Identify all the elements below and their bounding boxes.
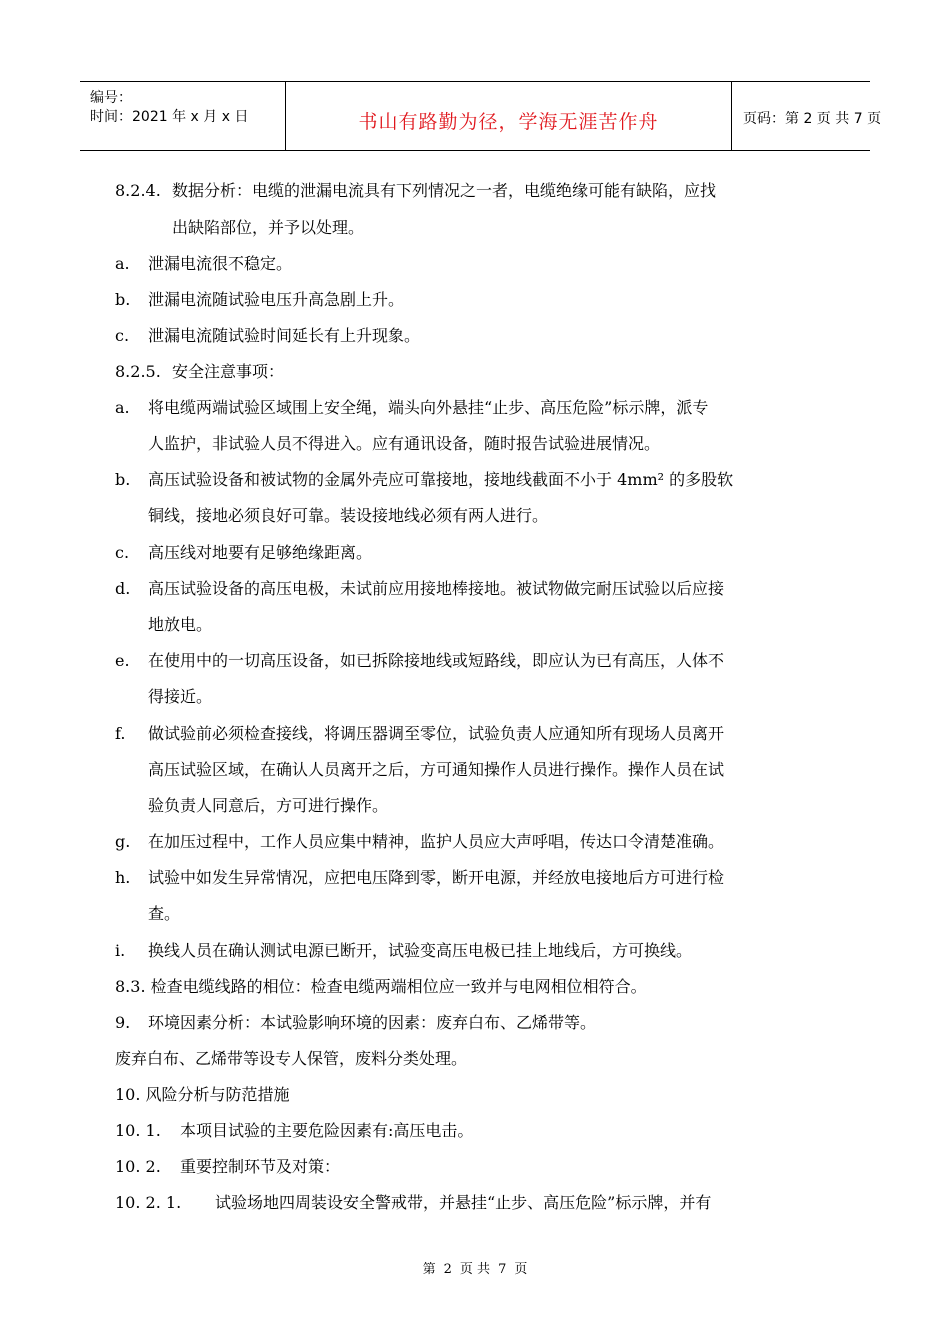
item-label: a. xyxy=(115,398,130,417)
paragraph-line: 试验场地四周装设安全警戒带，并悬挂“止步、高压危险”标示牌，并有 xyxy=(215,1193,712,1212)
paragraph-line: 8.3. 检查电缆线路的相位：检查电缆两端相位应一致并与电网相位相符合。 xyxy=(115,977,647,996)
item-label: h. xyxy=(115,868,131,887)
header-meta-cell xyxy=(80,82,285,150)
document-header xyxy=(80,81,882,151)
paragraph-line: 高压线对地要有足够绝缘距离。 xyxy=(148,543,373,562)
footer-suffix: 页 xyxy=(514,1262,528,1277)
paragraph-line: 重要控制环节及对策： xyxy=(180,1157,341,1176)
header-motto: 书山有路勤为径，学海无涯苦作舟 xyxy=(358,111,659,133)
paragraph-line: 做试验前必须检查接线，将调压器调至零位，试验负责人应通知所有现场人员离开 xyxy=(148,724,725,743)
page-footer xyxy=(0,1258,950,1277)
paragraph-line: 数据分析：电缆的泄漏电流具有下列情况之一者，电缆绝缘可能有缺陷，应找 xyxy=(172,181,717,200)
paragraph-line: 换线人员在确认测试电源已断开，试验变高压电极已挂上地线后，方可换线。 xyxy=(148,941,693,960)
paragraph-line: 出缺陷部位，并予以处理。 xyxy=(172,218,365,237)
footer-total: 7 xyxy=(498,1262,507,1277)
paragraph-line: 泄漏电流随试验电压升高急剧上升。 xyxy=(148,290,405,309)
item-label: 10. 2. xyxy=(115,1157,161,1176)
paragraph-line: 废弃白布、乙烯带等设专人保管，废料分类处理。 xyxy=(115,1049,468,1068)
paragraph-line: 人监护，非试验人员不得进入。应有通讯设备，随时报告试验进展情况。 xyxy=(148,434,661,453)
item-label: 8.2.5. xyxy=(115,362,161,381)
header-number: 编号： xyxy=(90,90,132,106)
paragraph-line: 泄漏电流随试验时间延长有上升现象。 xyxy=(148,326,421,345)
paragraph-line: 环境因素分析：本试验影响环境的因素：废弃白布、乙烯带等。 xyxy=(148,1013,597,1032)
paragraph-line: 泄漏电流很不稳定。 xyxy=(148,254,293,273)
paragraph-line: 地放电。 xyxy=(148,615,213,634)
header-time: 时间：2021 年 x 月 x 日 xyxy=(90,109,249,125)
item-label: i. xyxy=(115,941,126,960)
item-label: a. xyxy=(115,254,130,273)
item-label: f. xyxy=(115,724,126,743)
header-motto-cell xyxy=(285,82,732,150)
item-label: b. xyxy=(115,290,131,309)
item-label: d. xyxy=(115,579,131,598)
paragraph-line: 在加压过程中，工作人员应集中精神，监护人员应大声呼唱，传达口令清楚准确。 xyxy=(148,832,725,851)
item-label: 9. xyxy=(115,1013,131,1032)
paragraph-line: 验负责人同意后，方可进行操作。 xyxy=(148,796,389,815)
paragraph-line: 高压试验设备和被试物的金属外壳应可靠接地，接地线截面不小于 4mm² 的多股软 xyxy=(148,470,734,489)
paragraph-line: 高压试验区域，在确认人员离开之后，方可通知操作人员进行操作。操作人员在试 xyxy=(148,760,725,779)
item-label: b. xyxy=(115,470,131,489)
paragraph-line: 将电缆两端试验区域围上安全绳，端头向外悬挂“止步、高压危险”标示牌，派专 xyxy=(148,398,709,417)
header-page-info: 页码：第 2 页 共 7 页 xyxy=(743,111,882,127)
item-label: g. xyxy=(115,832,131,851)
item-label: 10. 2. 1. xyxy=(115,1193,182,1212)
footer-middle: 页 共 xyxy=(459,1262,491,1277)
paragraph-line: 本项目试验的主要危险因素有:高压电击。 xyxy=(180,1121,474,1140)
header-page-cell xyxy=(731,82,882,150)
paragraph-line: 高压试验设备的高压电极，未试前应用接地棒接地。被试物做完耐压试验以后应接 xyxy=(148,579,725,598)
paragraph-line: 10. 风险分析与防范措施 xyxy=(115,1085,290,1104)
item-label: 10. 1. xyxy=(115,1121,161,1140)
paragraph-line: 试验中如发生异常情况，应把电压降到零，断开电源，并经放电接地后方可进行检 xyxy=(148,868,725,887)
paragraph-line: 安全注意事项： xyxy=(172,362,285,381)
paragraph-line: 查。 xyxy=(148,904,181,923)
paragraph-line: 铜线，接地必须良好可靠。装设接地线必须有两人进行。 xyxy=(148,506,549,525)
item-label: c. xyxy=(115,326,130,345)
footer-page: 2 xyxy=(443,1262,452,1277)
footer-prefix: 第 xyxy=(422,1262,436,1277)
paragraph-line: 在使用中的一切高压设备，如已拆除接地线或短路线，即应认为已有高压，人体不 xyxy=(148,651,725,670)
paragraph-line: 得接近。 xyxy=(148,687,213,706)
item-label: c. xyxy=(115,543,130,562)
item-label: 8.2.4. xyxy=(115,181,161,200)
item-label: e. xyxy=(115,651,130,670)
